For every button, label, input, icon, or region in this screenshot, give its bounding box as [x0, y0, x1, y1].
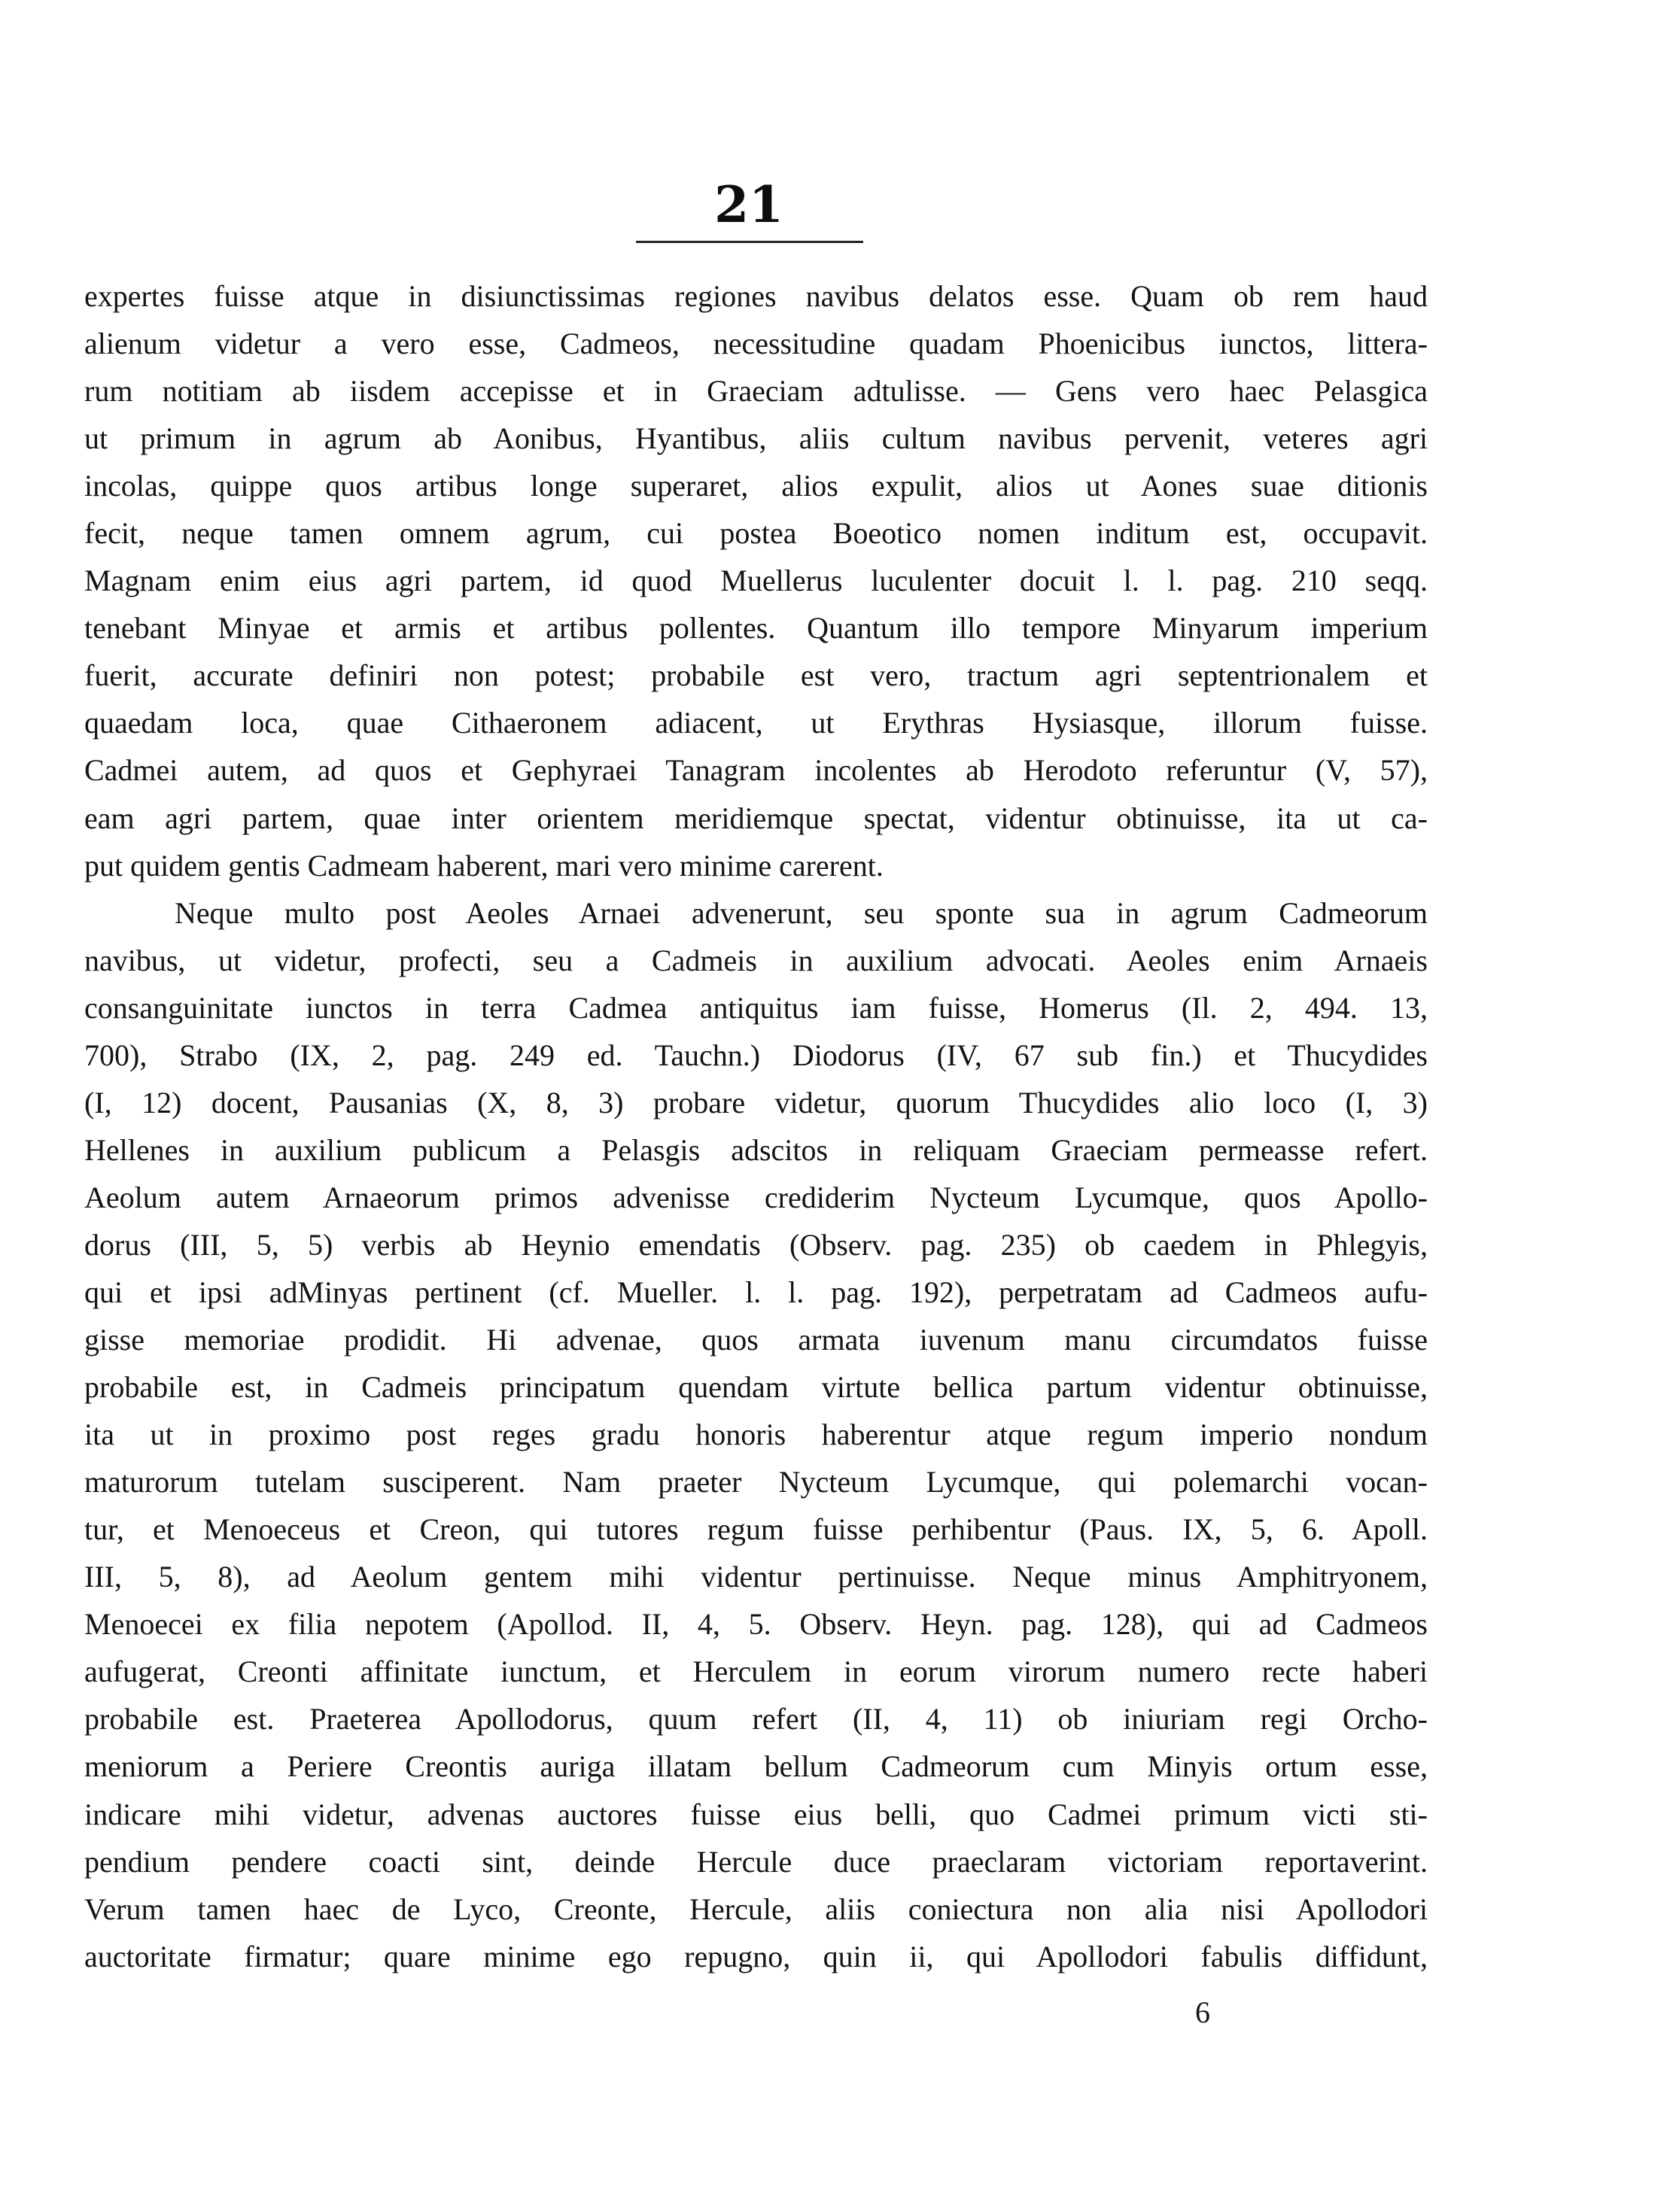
text-line: rum notitiam ab iisdem accepisse et in Graeciam adtulisse. — Gens vero haec Pelasgica: [84, 374, 1428, 409]
text-line: pendium pendere coacti sint, deinde Hercule duce praeclaram victoriam reportaverint.: [84, 1844, 1428, 1879]
text-line: aufugerat, Creonti affinitate iunctum, et Herculem in eorum virorum numero recte haberi: [84, 1654, 1428, 1689]
text-line: Hellenes in auxilium publicum a Pelasgis adscitos in reliquam Graeciam permeasse refert.: [84, 1132, 1428, 1167]
text-line: fuerit, accurate definiri non potest; probabile est vero, tractum agri septentrionalem et: [84, 658, 1428, 693]
text-line: fecit, neque tamen omnem agrum, cui postea Boeotico nomen inditum est, occupavit.: [84, 516, 1428, 551]
text-line: dorus (III, 5, 5) verbis ab Heynio emendatis (Observ. pag. 235) ob caedem in Phlegyis,: [84, 1227, 1428, 1262]
text-line: expertes fuisse atque in disiunctissimas regiones navibus delatos esse. Quam ob rem haud: [84, 279, 1428, 313]
text-line: indicare mihi videtur, advenas auctores fuisse eius belli, quo Cadmei primum victi sti-: [84, 1797, 1428, 1831]
text-line: Verum tamen haec de Lyco, Creonte, Hercule, aliis coniectura non alia nisi Apollodori: [84, 1891, 1428, 1926]
page-number: 21: [714, 175, 783, 234]
text-line: probabile est, in Cadmeis principatum quendam virtute bellica partum videntur obtinuisse,: [84, 1370, 1428, 1405]
text-line: consanguinitate iunctos in terra Cadmea antiquitus iam fuisse, Homerus (Il. 2, 494. 13,: [84, 990, 1428, 1025]
text-line: tenebant Minyae et armis et artibus pollentes. Quantum illo tempore Minyarum imperium: [84, 611, 1428, 646]
text-line: tur, et Menoeceus et Creon, qui tutores regum fuisse perhibentur (Paus. IX, 5, 6. Apoll.: [84, 1512, 1428, 1547]
text-line: Menoecei ex filia nepotem (Apollod. II, 4, 5. Observ. Heyn. pag. 128), qui ad Cadmeos: [84, 1607, 1428, 1642]
text-line: 700), Strabo (IX, 2, pag. 249 ed. Tauchn.) Diodorus (IV, 67 sub fin.) et Thucydides: [84, 1038, 1428, 1072]
body-text: [84, 272, 1428, 1980]
header-rule: [636, 241, 863, 243]
paragraph-first-line: Neque multo post Aeoles Arnaei advenerunt, seu sponte sua in agrum Cadmeorum: [175, 895, 1428, 930]
text-line: Cadmei autem, ad quos et Gephyraei Tanagram incolentes ab Herodoto referuntur (V, 57),: [84, 753, 1428, 788]
text-line: alienum videtur a vero esse, Cadmeos, necessitudine quadam Phoenicibus iunctos, littera-: [84, 327, 1428, 361]
text-line: Aeolum autem Arnaeorum primos advenisse crediderim Nycteum Lycumque, quos Apollo-: [84, 1180, 1428, 1214]
text-line: III, 5, 8), ad Aeolum gentem mihi videntur pertinuisse. Neque minus Amphitryonem,: [84, 1560, 1428, 1594]
text-line: navibus, ut videtur, profecti, seu a Cadmeis in auxilium advocati. Aeoles enim Arnaeis: [84, 943, 1428, 977]
text-line: probabile est. Praeterea Apollodorus, quum refert (II, 4, 11) ob iniuriam regi Orcho-: [84, 1702, 1428, 1736]
text-line: (I, 12) docent, Pausanias (X, 8, 3) probare videtur, quorum Thucydides alio loco (I, 3): [84, 1085, 1428, 1120]
text-line: gisse memoriae prodidit. Hi advenae, quos armata iuvenum manu circumdatos fuisse: [84, 1323, 1428, 1357]
text-line: qui et ipsi adMinyas pertinent (cf. Mueller. l. l. pag. 192), perpetratam ad Cadmeos aufu-: [84, 1275, 1428, 1309]
text-line: eam agri partem, quae inter orientem meridiemque spectat, videntur obtinuisse, ita ut ca-: [84, 801, 1428, 835]
text-line: meniorum a Periere Creontis auriga illatam bellum Cadmeorum cum Minyis ortum esse,: [84, 1749, 1428, 1784]
text-line: ut primum in agrum ab Aonibus, Hyantibus, aliis cultum navibus pervenit, veteres agri: [84, 421, 1428, 456]
text-line: incolas, quippe quos artibus longe superaret, alios expulit, alios ut Aones suae ditionis: [84, 469, 1428, 503]
text-line: Magnam enim eius agri partem, id quod Muellerus luculenter docuit l. l. pag. 210 seqq.: [84, 564, 1428, 598]
text-line: maturorum tutelam susciperent. Nam praeter Nycteum Lycumque, qui polemarchi vocan-: [84, 1465, 1428, 1499]
paragraph-end-line: put quidem gentis Cadmeam haberent, mari vero minime carerent.: [84, 848, 884, 883]
text-line: ita ut in proximo post reges gradu honoris haberentur atque regum imperio nondum: [84, 1417, 1428, 1452]
signature-mark: 6: [1195, 1995, 1210, 2029]
text-line: quaedam loca, quae Cithaeronem adiacent, ut Erythras Hysiasque, illorum fuisse.: [84, 706, 1428, 740]
text-line: auctoritate firmatur; quare minime ego repugno, quin ii, qui Apollodori fabulis diffidunt,: [84, 1939, 1428, 1973]
